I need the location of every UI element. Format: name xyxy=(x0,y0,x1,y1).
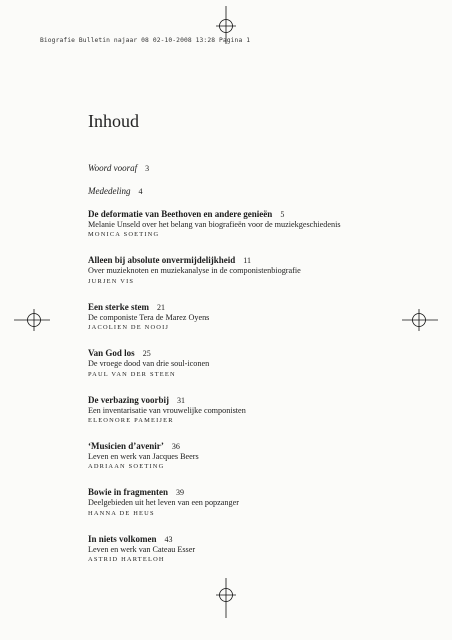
toc-entry-subtitle: Leven en werk van Cateau Esser xyxy=(88,544,196,554)
toc-entry-author: MONICA SOETING xyxy=(88,231,160,239)
toc-entry-subtitle: Een inventarisatie van vrouwelijke componisten xyxy=(88,405,246,415)
toc-entry-title: Van God los xyxy=(88,348,135,359)
toc-entry-verbazing xyxy=(88,395,388,426)
registration-mark-right-icon xyxy=(402,307,438,333)
toc-entry-author: PAUL VAN DER STEEN xyxy=(88,370,176,378)
toc-entry-title: Bowie in fragmenten xyxy=(88,487,168,498)
toc-entry-author: ADRIAAN SOETING xyxy=(88,463,165,471)
table-of-contents xyxy=(88,163,388,565)
toc-entry-title: Woord vooraf xyxy=(88,163,138,173)
toc-entry-beethoven xyxy=(88,209,388,240)
toc-entry-page: 3 xyxy=(145,164,150,173)
toc-entry-title: Alleen bij absolute onvermijdelijkheid xyxy=(88,255,236,266)
toc-entry-author: ELEONORE PAMEIJER xyxy=(88,417,174,425)
toc-entry-page: 21 xyxy=(156,302,165,312)
toc-entry-subtitle: De vroege dood van drie soul-iconen xyxy=(88,359,210,369)
toc-entry-sterke-stem xyxy=(88,302,388,333)
toc-entry-title: Een sterke stem xyxy=(88,301,149,312)
registration-mark-bottom-icon xyxy=(214,578,238,618)
toc-entry-title: ‘Musicien d’avenir’ xyxy=(88,441,164,452)
toc-entry-in-niets-volkomen xyxy=(88,534,388,565)
toc-entry-title: De verbazing voorbij xyxy=(88,394,169,405)
toc-entry-mededeling xyxy=(88,186,388,197)
toc-entry-subtitle: Leven en werk van Jacques Beers xyxy=(88,452,199,462)
print-slug: Biografie Bulletin najaar 08 02-10-2008 13:28 Pagina 1 xyxy=(40,37,251,44)
toc-entry-author: JURJEN VIS xyxy=(88,277,135,285)
toc-entry-title: Mededeling xyxy=(88,186,131,196)
toc-entry-page: 43 xyxy=(164,534,173,544)
toc-entry-author: HANNA DE HEUS xyxy=(88,509,155,517)
registration-mark-left-icon xyxy=(14,307,50,333)
toc-entry-author: ASTRID HARTELOH xyxy=(88,556,165,564)
toc-entry-page: 11 xyxy=(243,256,251,266)
toc-entry-subtitle: Over muzieknoten en muziekanalyse in de componistenbiografie xyxy=(88,266,301,276)
toc-entry-page: 31 xyxy=(177,395,185,405)
toc-entry-subtitle: Melanie Unseld over het belang van biografieën voor de muziekgeschiedenis xyxy=(88,220,341,229)
toc-entry-title: In niets volkomen xyxy=(88,533,157,544)
toc-entry-page: 25 xyxy=(142,349,151,359)
toc-entry-subtitle: De componiste Tera de Marez Oyens xyxy=(88,312,210,322)
toc-entry-author: JACOLIEN DE NOOIJ xyxy=(88,324,170,332)
registration-mark-top-icon xyxy=(214,6,238,44)
toc-entry-subtitle: Deelgebieden uit het leven van een popzanger xyxy=(88,498,239,508)
toc-entry-page: 5 xyxy=(280,210,285,219)
toc-entry-musicien xyxy=(88,441,388,472)
page-title: Inhoud xyxy=(88,111,139,131)
toc-entry-page: 36 xyxy=(171,442,180,452)
toc-entry-van-god-los xyxy=(88,348,388,379)
toc-entry-title: De deformatie van Beethoven en andere genieën xyxy=(88,209,273,219)
toc-entry-woord-vooraf xyxy=(88,163,388,174)
toc-entry-onvermijdelijkheid xyxy=(88,255,388,286)
toc-entry-bowie xyxy=(88,487,388,518)
toc-entry-page: 39 xyxy=(176,488,184,498)
toc-entry-page: 4 xyxy=(138,187,143,196)
